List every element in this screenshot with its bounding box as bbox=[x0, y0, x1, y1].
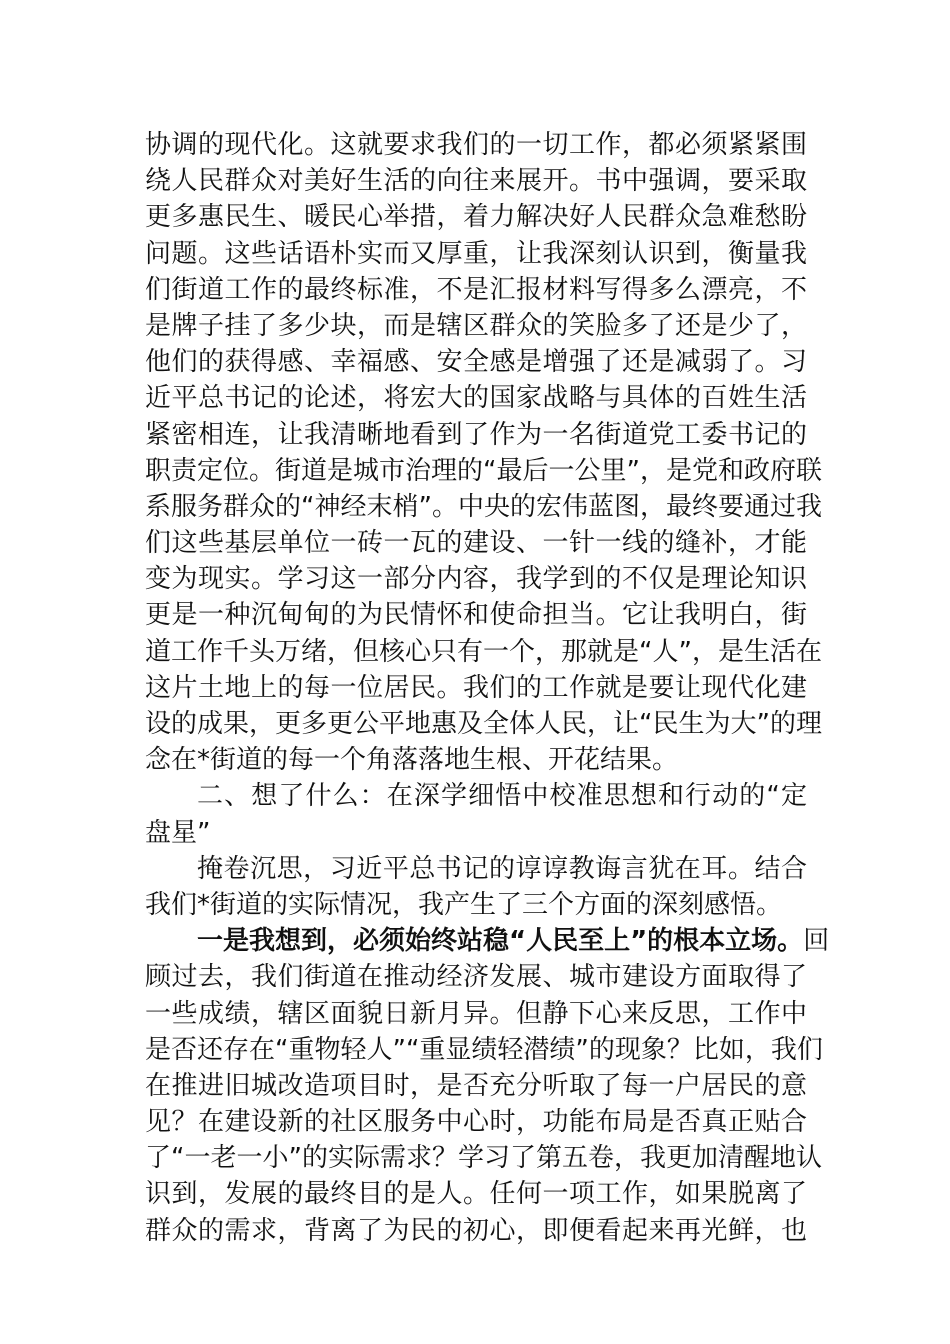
heading-line: 二、想了什么：在深学细悟中校准思想和行动的“定 bbox=[197, 781, 807, 812]
paragraph-reflection bbox=[145, 851, 807, 923]
text-line: 见？在建设新的社区服务中心时，功能布局是否真正贴合 bbox=[145, 1107, 807, 1138]
text-line: 问题。这些话语朴实而又厚重，让我深刻认识到，衡量我 bbox=[145, 238, 807, 269]
text-line: 是牌子挂了多少块，而是辖区群众的笑脸多了还是少了， bbox=[145, 310, 807, 341]
text-line: 是否还存在“重物轻人”“重显绩轻潜绩”的现象？比如，我们 bbox=[145, 1034, 823, 1065]
heading-line: 盘星” bbox=[145, 817, 211, 848]
text-line: 设的成果，更多更公平地惠及全体人民，让“民生为大”的理 bbox=[145, 709, 822, 739]
text-line: 他们的获得感、幸福感、安全感是增强了还是减弱了。习 bbox=[145, 347, 807, 378]
text-line: 掩卷沉思，习近平总书记的谆谆教诲言犹在耳。结合 bbox=[197, 853, 807, 884]
lead-line-rest: 回 bbox=[803, 926, 830, 957]
text-line: 在推进旧城改造项目时，是否充分听取了每一户居民的意 bbox=[145, 1070, 807, 1101]
text-line: 识到，发展的最终目的是人。任何一项工作，如果脱离了 bbox=[145, 1179, 807, 1210]
text-line: 一些成绩，辖区面貌日新月异。但静下心来反思，工作中 bbox=[145, 998, 807, 1029]
text-line: 紧密相连，让我清晰地看到了作为一名街道党工委书记的 bbox=[145, 419, 807, 450]
text-line: 系服务群众的“神经末梢”。中央的宏伟蓝图，最终要通过我 bbox=[145, 491, 822, 522]
text-line: 职责定位。街道是城市治理的“最后一公里”，是党和政府联 bbox=[145, 455, 822, 486]
text-line: 更是一种沉甸甸的为民情怀和使命担当。它让我明白，街 bbox=[145, 600, 807, 631]
bold-lead-sentence: 一是我想到，必须始终站稳“人民至上”的根本立场。 bbox=[197, 926, 804, 957]
document-body bbox=[145, 127, 830, 1249]
text-line: 们街道工作的最终标准，不是汇报材料写得多么漂亮，不 bbox=[145, 274, 807, 305]
text-line bbox=[145, 923, 830, 959]
section-heading bbox=[145, 778, 807, 850]
text-line: 变为现实。学习这一部分内容，我学到的不仅是理论知识 bbox=[145, 564, 807, 595]
text-line: 这片土地上的每一位居民。我们的工作就是要让现代化建 bbox=[145, 672, 807, 703]
text-line: 近平总书记的论述，将宏大的国家战略与具体的百姓生活 bbox=[145, 383, 807, 414]
text-line: 我们*街道的实际情况，我产生了三个方面的深刻感悟。 bbox=[145, 889, 783, 920]
text-line: 更多惠民生、暖民心举措，着力解决好人民群众急难愁盼 bbox=[145, 202, 807, 233]
text-line: 道工作千头万绪，但核心只有一个，那就是“人”，是生活在 bbox=[145, 636, 822, 667]
text-line: 群众的需求，背离了为民的初心，即便看起来再光鲜，也 bbox=[145, 1215, 807, 1246]
text-line: 顾过去，我们街道在推动经济发展、城市建设方面取得了 bbox=[145, 962, 807, 993]
text-line: 们这些基层单位一砖一瓦的建设、一针一线的缝补，才能 bbox=[145, 528, 807, 559]
text-line: 协调的现代化。这就要求我们的一切工作，都必须紧紧围 bbox=[145, 130, 807, 160]
text-line: 念在*街道的每一个角落落地生根、开花结果。 bbox=[145, 745, 679, 776]
paragraph-continued bbox=[145, 127, 822, 778]
text-line: 绕人民群众对美好生活的向往来展开。书中强调，要采取 bbox=[145, 166, 807, 197]
text-line: 了“一老一小”的实际需求？学习了第五卷，我更加清醒地认 bbox=[145, 1143, 822, 1174]
paragraph-point-one bbox=[145, 923, 830, 1249]
